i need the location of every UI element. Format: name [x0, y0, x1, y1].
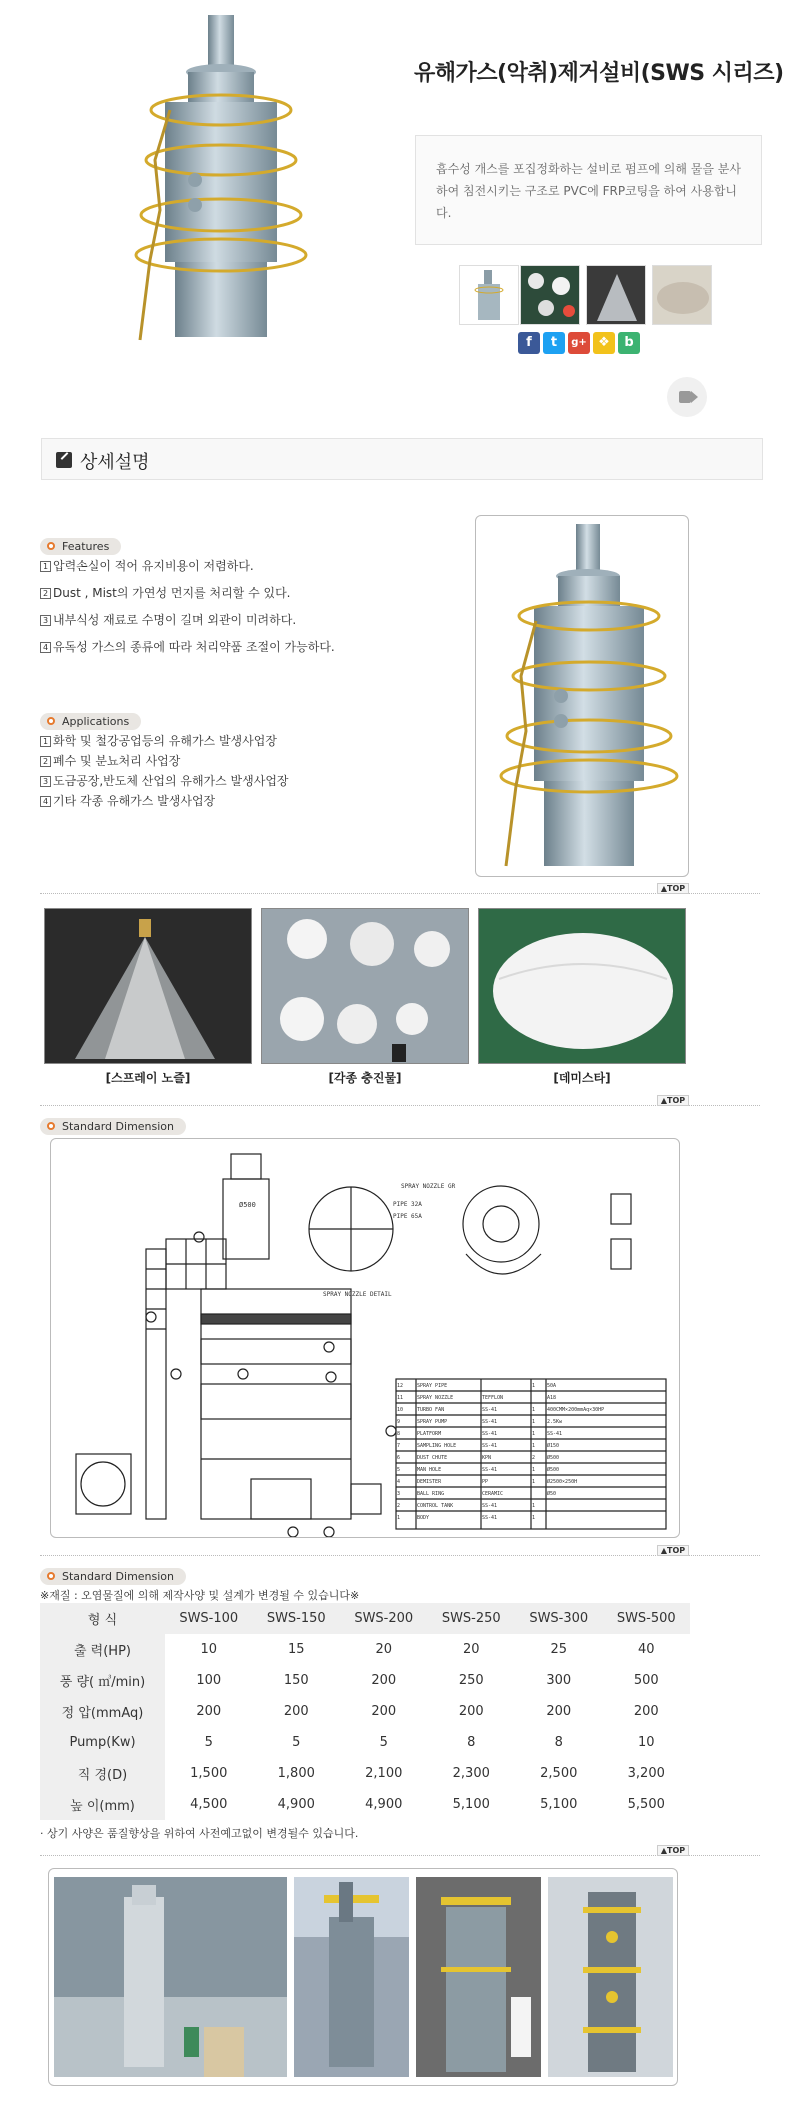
spec-cell: 100 — [196, 1673, 222, 1688]
spec-cell: 5,100 — [540, 1797, 578, 1812]
feature-item: 1 압력손실이 적어 유지비용이 저렴하다. — [40, 557, 254, 574]
spec-header-cell: SWS-200 — [340, 1603, 428, 1634]
parts-row: 3 BALL RING CERAMIC Ø50 — [397, 1491, 557, 1497]
installation-photo — [548, 1877, 673, 2077]
spec-cell: 5 — [204, 1735, 213, 1750]
spec-cell: 200 — [371, 1673, 397, 1688]
video-lens-icon — [691, 391, 698, 403]
feature-item: 2 Dust , Mist의 가연성 먼지를 처리할 수 있다. — [40, 584, 290, 601]
parts-row: 4 DEMISTER PP 1 Ø2500×250H — [397, 1479, 578, 1485]
kakao-story-icon[interactable]: ❖ — [593, 332, 615, 354]
spec-cell: 5,500 — [627, 1797, 665, 1812]
divider — [40, 893, 760, 894]
number-1-icon: 1 — [40, 736, 51, 747]
thumbnail-spray[interactable] — [586, 265, 646, 325]
spec-cell: 4,900 — [365, 1797, 403, 1812]
features-label: Features — [40, 538, 121, 555]
spec-cell: 3,200 — [627, 1766, 665, 1781]
number-4-icon: 4 — [40, 642, 51, 653]
spec-header-cell: 형 식 — [40, 1603, 165, 1634]
spec-cell: 2,100 — [365, 1766, 403, 1781]
top-button[interactable]: ▲TOP — [657, 883, 689, 894]
parts-list — [397, 1380, 667, 1524]
parts-row: 2 CONTROL TANK SS-41 1 — [397, 1503, 536, 1509]
spec-cell: 1,800 — [277, 1766, 315, 1781]
spec-cell: 15 — [287, 1642, 305, 1657]
packing-media-caption: [각종 충진물] — [328, 1071, 402, 1085]
spec-header-cell: SWS-300 — [515, 1603, 603, 1634]
spec-table-row — [40, 1634, 690, 1665]
divider — [40, 1855, 760, 1856]
main-product-image — [120, 10, 320, 350]
spec-header-cell: SWS-250 — [428, 1603, 516, 1634]
installation-photos — [48, 1868, 678, 2086]
drawing-dimension-text: Ø500 — [239, 1201, 256, 1209]
number-3-icon: 3 — [40, 776, 51, 787]
spec-table — [40, 1603, 690, 1820]
parts-row: 1 BODY SS-41 1 — [397, 1515, 536, 1521]
spec-cell: 10 — [637, 1735, 655, 1750]
band-icon[interactable]: b — [618, 332, 640, 354]
spec-cell: 500 — [633, 1673, 659, 1688]
spec-cell: 10 — [200, 1642, 218, 1657]
spec-table-row — [40, 1665, 690, 1696]
spec-cell: 200 — [546, 1704, 572, 1719]
spec-cell: 5 — [379, 1735, 388, 1750]
top-button[interactable]: ▲TOP — [657, 1845, 689, 1856]
drawing-callout: SPRAY NOZZLE DETAIL — [323, 1291, 392, 1298]
divider — [40, 1555, 760, 1556]
google-plus-icon[interactable]: g+ — [568, 332, 590, 354]
spec-cell: 20 — [462, 1642, 480, 1657]
parts-row: 8 PLATFORM SS-41 1 SS-41 — [397, 1431, 563, 1437]
spec-table-row — [40, 1727, 690, 1758]
spray-nozzle-caption: [스프레이 노즐] — [105, 1071, 191, 1085]
parts-row: 11 SPRAY NOZZLE TEFFLON A18 — [397, 1395, 557, 1401]
thumbnail-packing[interactable] — [520, 265, 580, 325]
dimension-drawing — [50, 1138, 680, 1538]
parts-row: 6 DUST CHUTE KPN 2 Ø500 — [397, 1455, 560, 1461]
spec-cell: 40 — [637, 1642, 655, 1657]
spec-row-label: 풍 량( ㎥/min) — [40, 1665, 165, 1696]
spec-cell: 150 — [283, 1673, 309, 1688]
spec-cell: 5 — [292, 1735, 301, 1750]
thumbnail-demister[interactable] — [652, 265, 712, 325]
product-description: 흡수성 개스를 포집정화하는 설비로 펌프에 의해 물을 분사하여 침전시키는 구조로 PVC에 FRP코팅을 하여 사용합니다. — [415, 135, 762, 245]
spec-cell: 200 — [633, 1704, 659, 1719]
standard-dimension-label: Standard Dimension — [40, 1568, 186, 1585]
edit-icon — [56, 452, 72, 468]
feature-item: 4 유독성 가스의 종류에 따라 처리약품 조절이 가능하다. — [40, 638, 335, 655]
detail-section-header — [41, 438, 763, 480]
spec-cell: 5,100 — [452, 1797, 490, 1812]
feature-item: 3 내부식성 재료로 수명이 길며 외관이 미려하다. — [40, 611, 296, 628]
spec-row-label: 높 이(mm) — [40, 1789, 165, 1820]
number-3-icon: 3 — [40, 615, 51, 626]
installation-photo — [294, 1877, 409, 2077]
parts-row: 5 MAN HOLE SS-41 1 Ø500 — [397, 1467, 560, 1473]
spec-row-label: 출 력(HP) — [40, 1634, 165, 1665]
application-item: 3 도금공장,반도체 산업의 유해가스 발생사업장 — [40, 772, 289, 789]
spec-header-cell: SWS-100 — [165, 1603, 253, 1634]
top-button[interactable]: ▲TOP — [657, 1095, 689, 1106]
parts-row: 12 SPRAY PIPE 1 50A — [397, 1383, 557, 1389]
spec-row-label: 정 압(mmAq) — [40, 1696, 165, 1727]
spec-cell: 200 — [196, 1704, 222, 1719]
spec-cell: 2,300 — [452, 1766, 490, 1781]
drawing-callout: PIPE 65A — [393, 1213, 422, 1220]
top-button[interactable]: ▲TOP — [657, 1545, 689, 1556]
spec-footnote: · 상기 사양은 품질향상을 위하여 사전예고없이 변경될수 있습니다. — [40, 1827, 359, 1840]
spec-table-header — [40, 1603, 690, 1634]
spec-table-row — [40, 1758, 690, 1789]
spec-cell: 200 — [283, 1704, 309, 1719]
spec-table-row — [40, 1789, 690, 1820]
divider — [40, 1105, 760, 1106]
video-camera-icon — [679, 391, 691, 403]
spec-header-cell: SWS-500 — [603, 1603, 691, 1634]
number-2-icon: 2 — [40, 756, 51, 767]
spec-cell: 4,900 — [277, 1797, 315, 1812]
applications-label: Applications — [40, 713, 141, 730]
installation-photo — [416, 1877, 541, 2077]
spec-cell: 2,500 — [540, 1766, 578, 1781]
spec-cell: 1,500 — [190, 1766, 228, 1781]
twitter-icon[interactable]: t — [543, 332, 565, 354]
number-1-icon: 1 — [40, 561, 51, 572]
parts-row: 10 TURBO FAN SS-41 1 400CMM×200mmAq×30HP — [397, 1407, 605, 1413]
spec-cell: 8 — [467, 1735, 476, 1750]
spec-cell: 300 — [546, 1673, 572, 1688]
spec-cell: 250 — [458, 1673, 484, 1688]
demister-photo — [478, 908, 686, 1064]
spec-cell: 25 — [550, 1642, 568, 1657]
detail-section-title: 상세설명 — [80, 452, 150, 473]
spec-cell: 200 — [458, 1704, 484, 1719]
number-2-icon: 2 — [40, 588, 51, 599]
application-item: 1 화학 및 철강공업등의 유해가스 발생사업장 — [40, 732, 277, 749]
packing-media-photo — [261, 908, 469, 1064]
number-4-icon: 4 — [40, 796, 51, 807]
video-camera-button[interactable] — [667, 377, 707, 417]
facebook-icon[interactable]: f — [518, 332, 540, 354]
parts-row: 9 SPRAY PUMP SS-41 1 2.5Kw — [397, 1419, 563, 1425]
spec-row-label: 직 경(D) — [40, 1758, 165, 1789]
material-note: ※재질 : 오염물질에 의해 제작사양 및 설계가 변경될 수 있습니다※ — [40, 1589, 360, 1602]
spec-row-label: Pump(Kw) — [40, 1727, 165, 1758]
spec-cell: 20 — [375, 1642, 393, 1657]
spec-cell: 8 — [554, 1735, 563, 1750]
demister-caption: [데미스타] — [553, 1071, 611, 1085]
parts-row: 7 SAMPLING HOLE SS-41 1 Ø150 — [397, 1443, 560, 1449]
tower-detail-image — [475, 515, 689, 877]
installation-photo — [54, 1877, 287, 2077]
spec-cell: 200 — [371, 1704, 397, 1719]
spec-header-cell: SWS-150 — [253, 1603, 341, 1634]
application-item: 4 기타 각종 유해가스 발생사업장 — [40, 792, 215, 809]
spec-table-row — [40, 1696, 690, 1727]
drawing-callout: PIPE 32A — [393, 1201, 422, 1208]
standard-dimension-label: Standard Dimension — [40, 1118, 186, 1135]
spec-cell: 4,500 — [190, 1797, 228, 1812]
spray-nozzle-photo — [44, 908, 252, 1064]
thumbnail-tower[interactable] — [459, 265, 519, 325]
application-item: 2 폐수 및 분뇨처리 사업장 — [40, 752, 180, 769]
drawing-callout: SPRAY NOZZLE GR — [401, 1183, 456, 1190]
product-title: 유해가스(악취)제거설비(SWS 시리즈) — [414, 61, 784, 86]
